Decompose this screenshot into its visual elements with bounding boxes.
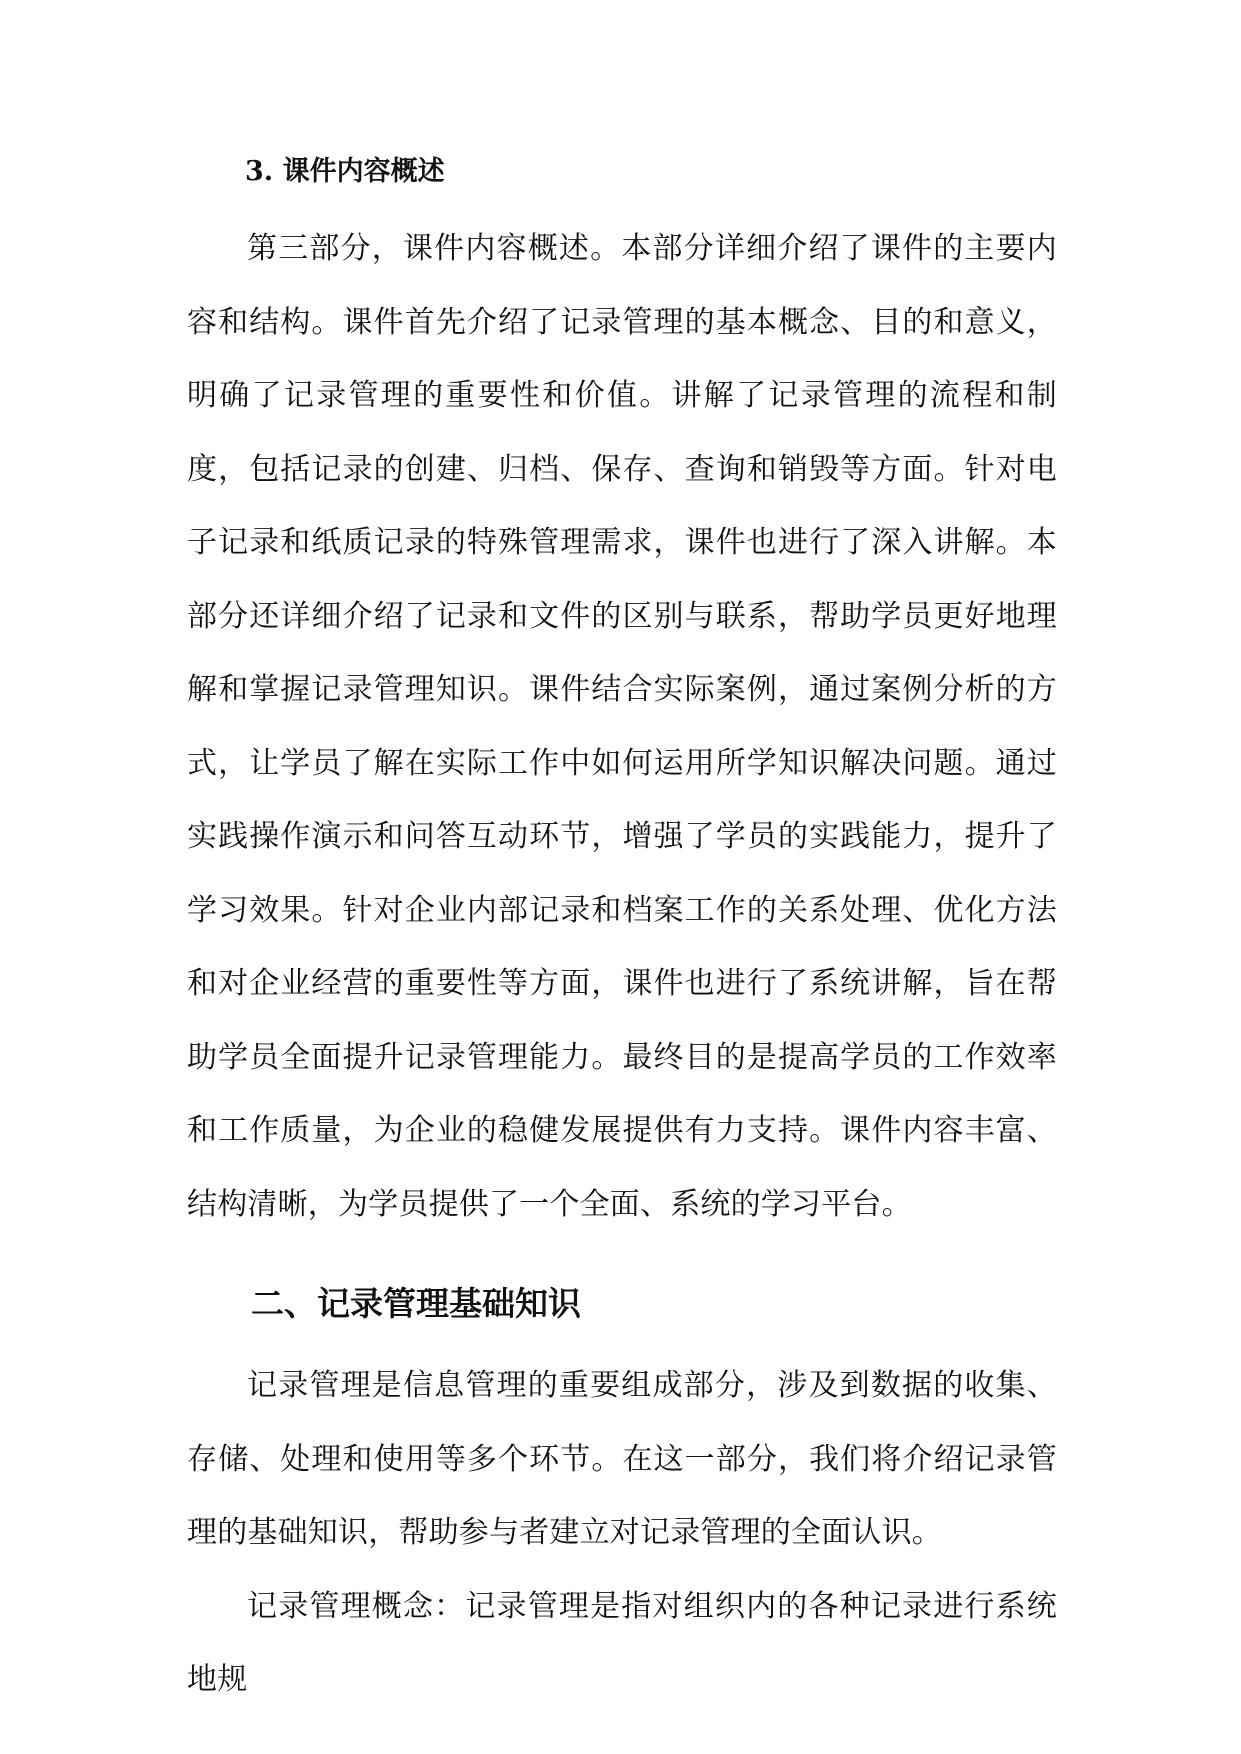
body-paragraph-records-intro: 记录管理是信息管理的重要组成部分，涉及到数据的收集、存储、处理和使用等多个环节。在这一部分，我们将介绍记录管理的基础知识，帮助参与者建立对记录管理的全面认识。: [187, 1368, 1057, 1550]
subsection-heading: 3. 课件内容概述: [245, 156, 445, 187]
section-heading: 二、记录管理基础知识: [251, 1284, 581, 1323]
body-paragraph-course-overview: 第三部分，课件内容概述。本部分详细介绍了课件的主要内容和结构。课件首先介绍了记录管理的基本概念、目的和意义，明确了记录管理的重要性和价值。讲解了记录管理的流程和制度，包括记录的创建、归档、保存、查询和销毁等方面。针对电子记录和纸质记录的特殊管理需求，课件也进行了深入讲解。本部分还详细介绍了记录和文件的区别与联系，帮助学员更好地理解和掌握记录管理知识。课件结合实际案例，通过案例分析的方式，让学员了解在实际工作中如何运用所学知识解决问题。通过实践操作演示和问答互动环节，增强了学员的实践能力，提升了学习效果。针对企业内部记录和档案工作的关系处理、优化方法和对企业经营的重要性等方面，课件也进行了系统讲解，旨在帮助学员全面提升记录管理能力。最终目的是提高学员的工作效率和工作质量，为企业的稳健发展提供有力支持。课件内容丰富、结构清晰，为学员提供了一个全面、系统的学习平台。: [187, 231, 1057, 1222]
page-content: [187, 148, 1057, 1717]
body-paragraph-records-concept: 记录管理概念：记录管理是指对组织内的各种记录进行系统地规: [187, 1588, 1057, 1697]
